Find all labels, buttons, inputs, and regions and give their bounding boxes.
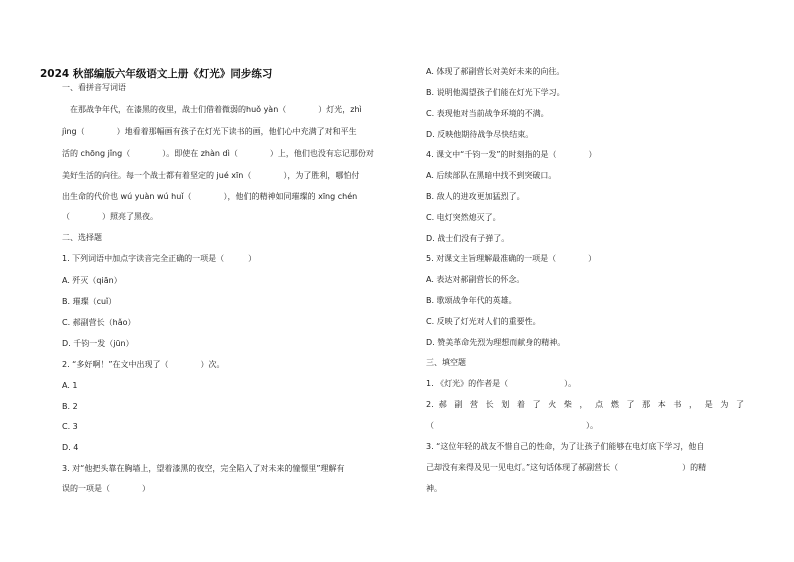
question-stem: 误的一项是（ ） — [62, 484, 150, 493]
question-stem — [426, 400, 744, 410]
passage-line: 出生命的代价也 wú yuàn wú huǐ（ ），他们的精神如同璀璨的 xīng chén — [62, 192, 358, 201]
option-item: B. 敌人的进攻更加猛烈了。 — [426, 192, 525, 201]
option-item: C. 反映了灯光对人们的重要性。 — [426, 317, 541, 326]
option-item: C. 3 — [62, 422, 78, 431]
option-item: B. 2 — [62, 402, 78, 411]
question-stem: （ ）。 — [426, 421, 598, 430]
section-heading-choice: 二、选择题 — [62, 233, 102, 242]
passage-line: 活的 chōng jǐng（ ）。即使在 zhàn dì（ ）上，他们也没有忘记那份对 — [62, 149, 374, 158]
section-heading-pinyin: 一、看拼音写词语 — [62, 83, 126, 92]
question-stem: 5. 对课文主旨理解最准确的一项是（ ） — [426, 254, 597, 263]
option-item: A. 歼灭（qiān） — [62, 276, 122, 285]
justified-text: 2. 郝 副 营 长 划 着 了 火 柴 ， 点 燃 了 那 本 书 ， 是 为 了 — [426, 400, 744, 409]
option-item: D. 千钧一发（jūn） — [62, 339, 134, 348]
passage-line: 在那战争年代，在漆黑的夜里，战士们借着微弱的huǒ yàn（ ）灯光，zhì — [70, 105, 362, 114]
option-item: C. 表现他对当前战争环境的不满。 — [426, 109, 549, 118]
option-item: A. 1 — [62, 381, 78, 390]
option-item: A. 体现了郝副营长对美好未来的向往。 — [426, 67, 565, 76]
option-item: C. 电灯突然熄灭了。 — [426, 213, 501, 222]
page-title: 2024 秋部编版六年级语文上册《灯光》同步练习 — [40, 68, 273, 80]
option-item: C. 郝副营长（hǎo） — [62, 318, 136, 327]
option-item: D. 赞美革命先烈为理想而献身的精神。 — [426, 338, 566, 347]
passage-line: jìng（ ）地看着那幅画有孩子在灯光下读书的画，他们心中充满了对和平生 — [62, 127, 357, 136]
option-item: D. 4 — [62, 443, 79, 452]
question-stem: 神。 — [426, 484, 442, 493]
question-stem: 1. 下列词语中加点字读音完全正确的一项是（ ） — [62, 254, 257, 263]
question-stem: 2. “多好啊！”在文中出现了（ ）次。 — [62, 360, 225, 369]
question-stem: 4. 课文中“千钧一发”的时刻指的是（ ） — [426, 150, 597, 159]
question-stem: 1. 《灯光》的作者是（ ）。 — [426, 379, 577, 388]
option-item: D. 战士们没有子弹了。 — [426, 234, 510, 243]
option-item: B. 说明他渴望孩子们能在灯光下学习。 — [426, 88, 565, 97]
option-item: B. 歌颂战争年代的英雄。 — [426, 296, 517, 305]
passage-line: （ ）照亮了黑夜。 — [62, 212, 158, 221]
passage-line: 美好生活的向往。每一个战士都有着坚定的 jué xīn（ ），为了胜利，哪怕付 — [62, 171, 360, 180]
option-item: D. 反映他期待战争尽快结束。 — [426, 130, 534, 139]
section-heading-fill: 三、填空题 — [426, 358, 466, 367]
option-item: A. 后续部队在黑暗中找不到突破口。 — [426, 171, 557, 180]
question-stem: 己却没有来得及见一见电灯。”这句话体现了郝副营长（ ）的精 — [426, 463, 707, 472]
question-stem: 3. “这位年轻的战友不惜自己的性命，为了让孩子们能够在电灯底下学习，他自 — [426, 442, 705, 451]
option-item: A. 表达对郝副营长的怀念。 — [426, 275, 525, 284]
option-item: B. 璀璨（cuǐ） — [62, 297, 117, 306]
question-stem: 3. 对“他把头靠在胸墙上，望着漆黑的夜空，完全陷入了对未来的憧憬里”理解有 — [62, 464, 345, 473]
